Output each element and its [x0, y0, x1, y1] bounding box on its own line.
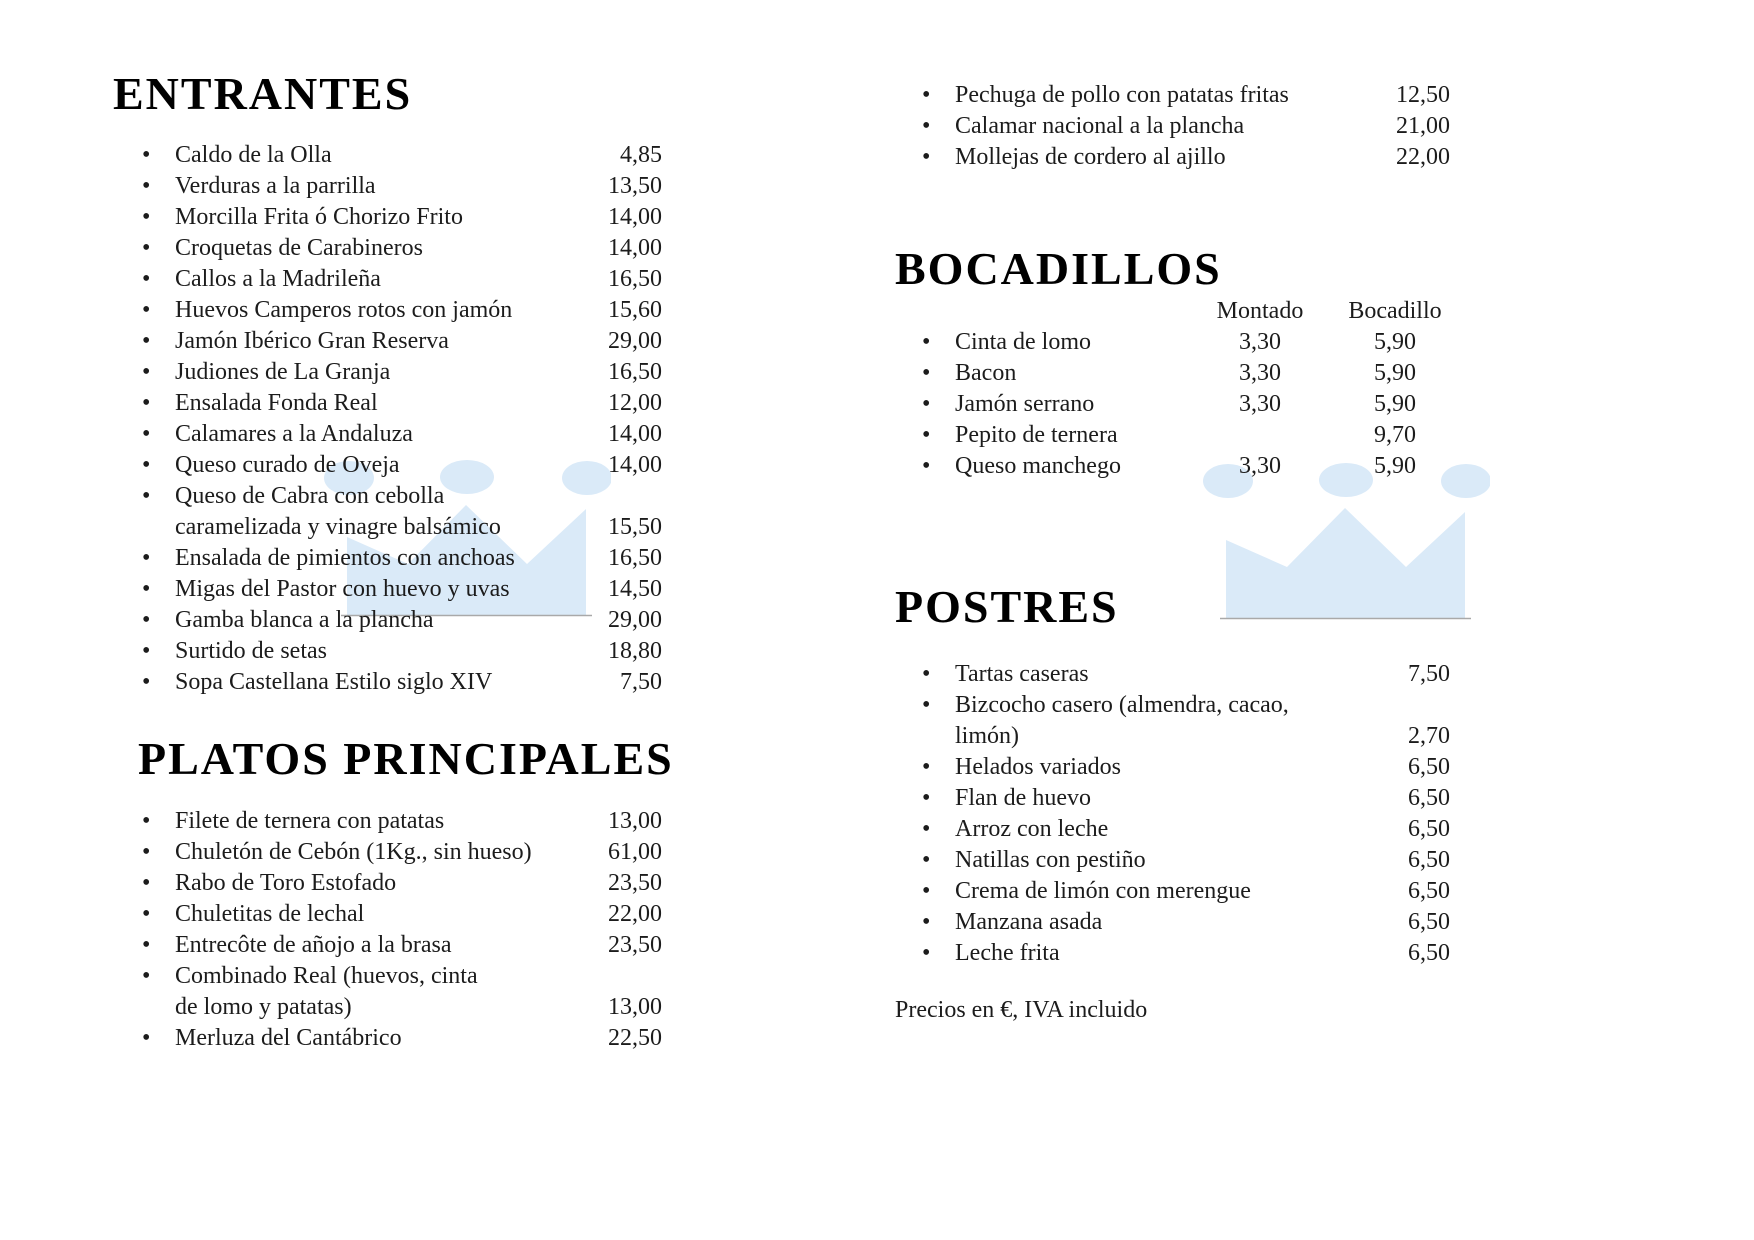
- menu-item-row: [140, 574, 662, 605]
- item-name: Entrecôte de añojo a la brasa: [175, 932, 452, 958]
- item-price: 14,00: [608, 204, 662, 230]
- item-price: 14,50: [608, 576, 662, 602]
- crown-watermark-icon: [1200, 462, 1490, 628]
- menu-item-row: [140, 202, 662, 233]
- menu-item-row: [920, 690, 1450, 752]
- bullet-icon: •: [922, 785, 931, 811]
- menu-item-row: [920, 876, 1450, 907]
- footer-note: Precios en €, IVA incluido: [895, 997, 1148, 1023]
- menu-item-row: [920, 111, 1450, 142]
- item-name: Queso manchego: [955, 453, 1121, 479]
- menu-item-row: [140, 605, 662, 636]
- item-name: Merluza del Cantábrico: [175, 1025, 402, 1051]
- bullet-icon: •: [142, 808, 151, 834]
- menu-item-row: [920, 389, 1450, 420]
- bullet-icon: •: [922, 940, 931, 966]
- item-price-bocadillo: 5,90: [1374, 453, 1416, 479]
- bullet-icon: •: [142, 963, 151, 989]
- menu-item-row: [920, 420, 1450, 451]
- item-price: 22,00: [608, 901, 662, 927]
- item-price: 16,50: [608, 545, 662, 571]
- item-price: 16,50: [608, 266, 662, 292]
- menu-item-row: [140, 930, 662, 961]
- item-name: Caldo de la Olla: [175, 142, 332, 168]
- item-price: 23,50: [608, 932, 662, 958]
- section-title-bocadillos: BOCADILLOS: [895, 243, 1222, 294]
- item-price: 2,70: [1408, 723, 1450, 749]
- bullet-icon: •: [922, 847, 931, 873]
- item-price: 15,60: [608, 297, 662, 323]
- item-price-montado: 3,30: [1239, 453, 1281, 479]
- item-name: Morcilla Frita ó Chorizo Frito: [175, 204, 463, 230]
- platos-principales-list: [140, 806, 662, 1054]
- bullet-icon: •: [142, 421, 151, 447]
- item-name: Calamares a la Andaluza: [175, 421, 413, 447]
- item-price: 6,50: [1408, 816, 1450, 842]
- platos-continuacion-list: [920, 80, 1450, 173]
- bullet-icon: •: [142, 483, 151, 509]
- item-price: 29,00: [608, 607, 662, 633]
- item-name: Sopa Castellana Estilo siglo XIV: [175, 669, 493, 695]
- bocadillos-header-row: [920, 296, 1450, 327]
- bullet-icon: •: [922, 113, 931, 139]
- menu-item-row: [140, 837, 662, 868]
- item-name: Cinta de lomo: [955, 329, 1091, 355]
- bullet-icon: •: [142, 328, 151, 354]
- item-price: 7,50: [1408, 661, 1450, 687]
- bullet-icon: •: [922, 329, 931, 355]
- section-title-platos-principales: PLATOS PRINCIPALES: [138, 733, 674, 784]
- bullet-icon: •: [142, 901, 151, 927]
- menu-item-row: [140, 326, 662, 357]
- item-price: 6,50: [1408, 754, 1450, 780]
- item-price: 18,80: [608, 638, 662, 664]
- item-price-montado: 3,30: [1239, 360, 1281, 386]
- item-name: Bacon: [955, 360, 1017, 386]
- menu-item-row: [140, 667, 662, 698]
- section-title-entrantes: ENTRANTES: [113, 68, 413, 119]
- bullet-icon: •: [142, 545, 151, 571]
- bullet-icon: •: [142, 266, 151, 292]
- bullet-icon: •: [922, 661, 931, 687]
- section-title-postres: POSTRES: [895, 581, 1119, 632]
- item-name: Leche frita: [955, 940, 1060, 966]
- bullet-icon: •: [142, 870, 151, 896]
- bullet-icon: •: [922, 422, 931, 448]
- menu-item-row: [140, 1023, 662, 1054]
- menu-item-row: [920, 845, 1450, 876]
- item-name: Queso de Cabra con cebolla: [175, 483, 445, 509]
- item-name-line2: limón): [955, 723, 1019, 749]
- item-price: 6,50: [1408, 785, 1450, 811]
- menu-item-row: [140, 357, 662, 388]
- item-name: Mollejas de cordero al ajillo: [955, 144, 1226, 170]
- item-name: Croquetas de Carabineros: [175, 235, 423, 261]
- item-name: Chuletitas de lechal: [175, 901, 365, 927]
- item-price-bocadillo: 9,70: [1374, 422, 1416, 448]
- item-name: Filete de ternera con patatas: [175, 808, 445, 834]
- item-price-bocadillo: 5,90: [1374, 391, 1416, 417]
- item-name: Ensalada Fonda Real: [175, 390, 378, 416]
- item-price: 12,00: [608, 390, 662, 416]
- item-price: 29,00: [608, 328, 662, 354]
- item-name: Flan de huevo: [955, 785, 1091, 811]
- item-price: 14,00: [608, 235, 662, 261]
- item-name: Pechuga de pollo con patatas fritas: [955, 82, 1289, 108]
- item-name: Huevos Camperos rotos con jamón: [175, 297, 513, 323]
- menu-item-row: [920, 358, 1450, 389]
- item-price: 7,50: [620, 669, 662, 695]
- bullet-icon: •: [142, 173, 151, 199]
- item-price: 6,50: [1408, 847, 1450, 873]
- item-name-line2: caramelizada y vinagre balsámico: [175, 514, 501, 540]
- menu-item-row: [140, 295, 662, 326]
- item-price: 13,50: [608, 173, 662, 199]
- item-name: Callos a la Madrileña: [175, 266, 381, 292]
- entrantes-list: [140, 140, 662, 698]
- item-price: 13,00: [608, 994, 662, 1020]
- menu-item-row: [920, 814, 1450, 845]
- bullet-icon: •: [142, 142, 151, 168]
- item-price: 23,50: [608, 870, 662, 896]
- bullet-icon: •: [142, 1025, 151, 1051]
- item-price-montado: [1205, 420, 1315, 451]
- item-name: Manzana asada: [955, 909, 1103, 935]
- menu-item-row: [140, 899, 662, 930]
- item-price: 6,50: [1408, 878, 1450, 904]
- bullet-icon: •: [142, 638, 151, 664]
- menu-item-row: [920, 142, 1450, 173]
- item-name: Migas del Pastor con huevo y uvas: [175, 576, 510, 602]
- item-price-bocadillo: 5,90: [1374, 360, 1416, 386]
- bocadillos-list: [920, 327, 1450, 482]
- menu-item-row: [140, 806, 662, 837]
- menu-item-row: [140, 419, 662, 450]
- item-name: Helados variados: [955, 754, 1121, 780]
- bullet-icon: •: [142, 297, 151, 323]
- menu-item-row: [920, 938, 1450, 969]
- postres-list: [920, 659, 1450, 969]
- bullet-icon: •: [142, 235, 151, 261]
- bullet-icon: •: [922, 692, 931, 718]
- bullet-icon: •: [142, 607, 151, 633]
- item-name: Natillas con pestiño: [955, 847, 1146, 873]
- menu-item-row: [140, 543, 662, 574]
- column-header-montado: Montado: [1216, 298, 1304, 324]
- menu-item-row: [140, 481, 662, 543]
- item-price: 61,00: [608, 839, 662, 865]
- bullet-icon: •: [922, 754, 931, 780]
- menu-item-row: [920, 327, 1450, 358]
- item-name: Gamba blanca a la plancha: [175, 607, 434, 633]
- item-name: Bizcocho casero (almendra, cacao,: [955, 692, 1289, 718]
- bullet-icon: •: [922, 360, 931, 386]
- item-price: 16,50: [608, 359, 662, 385]
- item-name: Pepito de ternera: [955, 422, 1118, 448]
- bullet-icon: •: [922, 144, 931, 170]
- menu-item-row: [140, 868, 662, 899]
- bullet-icon: •: [142, 576, 151, 602]
- menu-item-row: [920, 752, 1450, 783]
- item-price: 6,50: [1408, 909, 1450, 935]
- menu-item-row: [920, 451, 1450, 482]
- bullet-icon: •: [922, 878, 931, 904]
- bullet-icon: •: [142, 452, 151, 478]
- item-price-montado: 3,30: [1239, 329, 1281, 355]
- item-name: Rabo de Toro Estofado: [175, 870, 397, 896]
- item-price-bocadillo: 5,90: [1374, 329, 1416, 355]
- bullet-icon: •: [922, 82, 931, 108]
- bullet-icon: •: [142, 839, 151, 865]
- item-name: Jamón Ibérico Gran Reserva: [175, 328, 449, 354]
- item-name: Judiones de La Granja: [175, 359, 391, 385]
- item-name: Ensalada de pimientos con anchoas: [175, 545, 515, 571]
- bocadillos-header-spacer: [955, 296, 1205, 327]
- item-name: Calamar nacional a la plancha: [955, 113, 1245, 139]
- menu-item-row: [920, 659, 1450, 690]
- menu-item-row: [920, 80, 1450, 111]
- menu-item-row: [920, 907, 1450, 938]
- item-price: 21,00: [1396, 113, 1450, 139]
- bullet-icon: •: [142, 390, 151, 416]
- item-name-line2: de lomo y patatas): [175, 994, 352, 1020]
- item-name: Surtido de setas: [175, 638, 327, 664]
- item-name: Crema de limón con merengue: [955, 878, 1251, 904]
- menu-item-row: [140, 233, 662, 264]
- item-price: 13,00: [608, 808, 662, 834]
- column-header-bocadillo: Bocadillo: [1348, 298, 1442, 324]
- menu-item-row: [140, 636, 662, 667]
- item-price-montado: 3,30: [1239, 391, 1281, 417]
- bullet-icon: •: [922, 909, 931, 935]
- item-price: 14,00: [608, 421, 662, 447]
- item-name: Jamón serrano: [955, 391, 1095, 417]
- item-price: 12,50: [1396, 82, 1450, 108]
- bullet-icon: •: [142, 204, 151, 230]
- item-name: Chuletón de Cebón (1Kg., sin hueso): [175, 839, 532, 865]
- item-price: 22,50: [608, 1025, 662, 1051]
- bullet-icon: •: [922, 453, 931, 479]
- menu-item-row: [140, 388, 662, 419]
- item-price: 4,85: [620, 142, 662, 168]
- bullet-icon: •: [922, 391, 931, 417]
- item-name: Arroz con leche: [955, 816, 1109, 842]
- item-price: 15,50: [608, 514, 662, 540]
- item-name: Combinado Real (huevos, cinta: [175, 963, 478, 989]
- bullet-icon: •: [142, 669, 151, 695]
- menu-item-row: [140, 961, 662, 1023]
- menu-item-row: [140, 264, 662, 295]
- item-price: 14,00: [608, 452, 662, 478]
- item-price: 22,00: [1396, 144, 1450, 170]
- menu-item-row: [920, 783, 1450, 814]
- item-name: Verduras a la parrilla: [175, 173, 376, 199]
- menu-item-row: [140, 171, 662, 202]
- menu-item-row: [140, 450, 662, 481]
- menu-item-row: [140, 140, 662, 171]
- item-name: Tartas caseras: [955, 661, 1089, 687]
- item-name: Queso curado de Oveja: [175, 452, 400, 478]
- item-price: 6,50: [1408, 940, 1450, 966]
- bullet-icon: •: [142, 359, 151, 385]
- bullet-icon: •: [922, 816, 931, 842]
- bullet-icon: •: [142, 932, 151, 958]
